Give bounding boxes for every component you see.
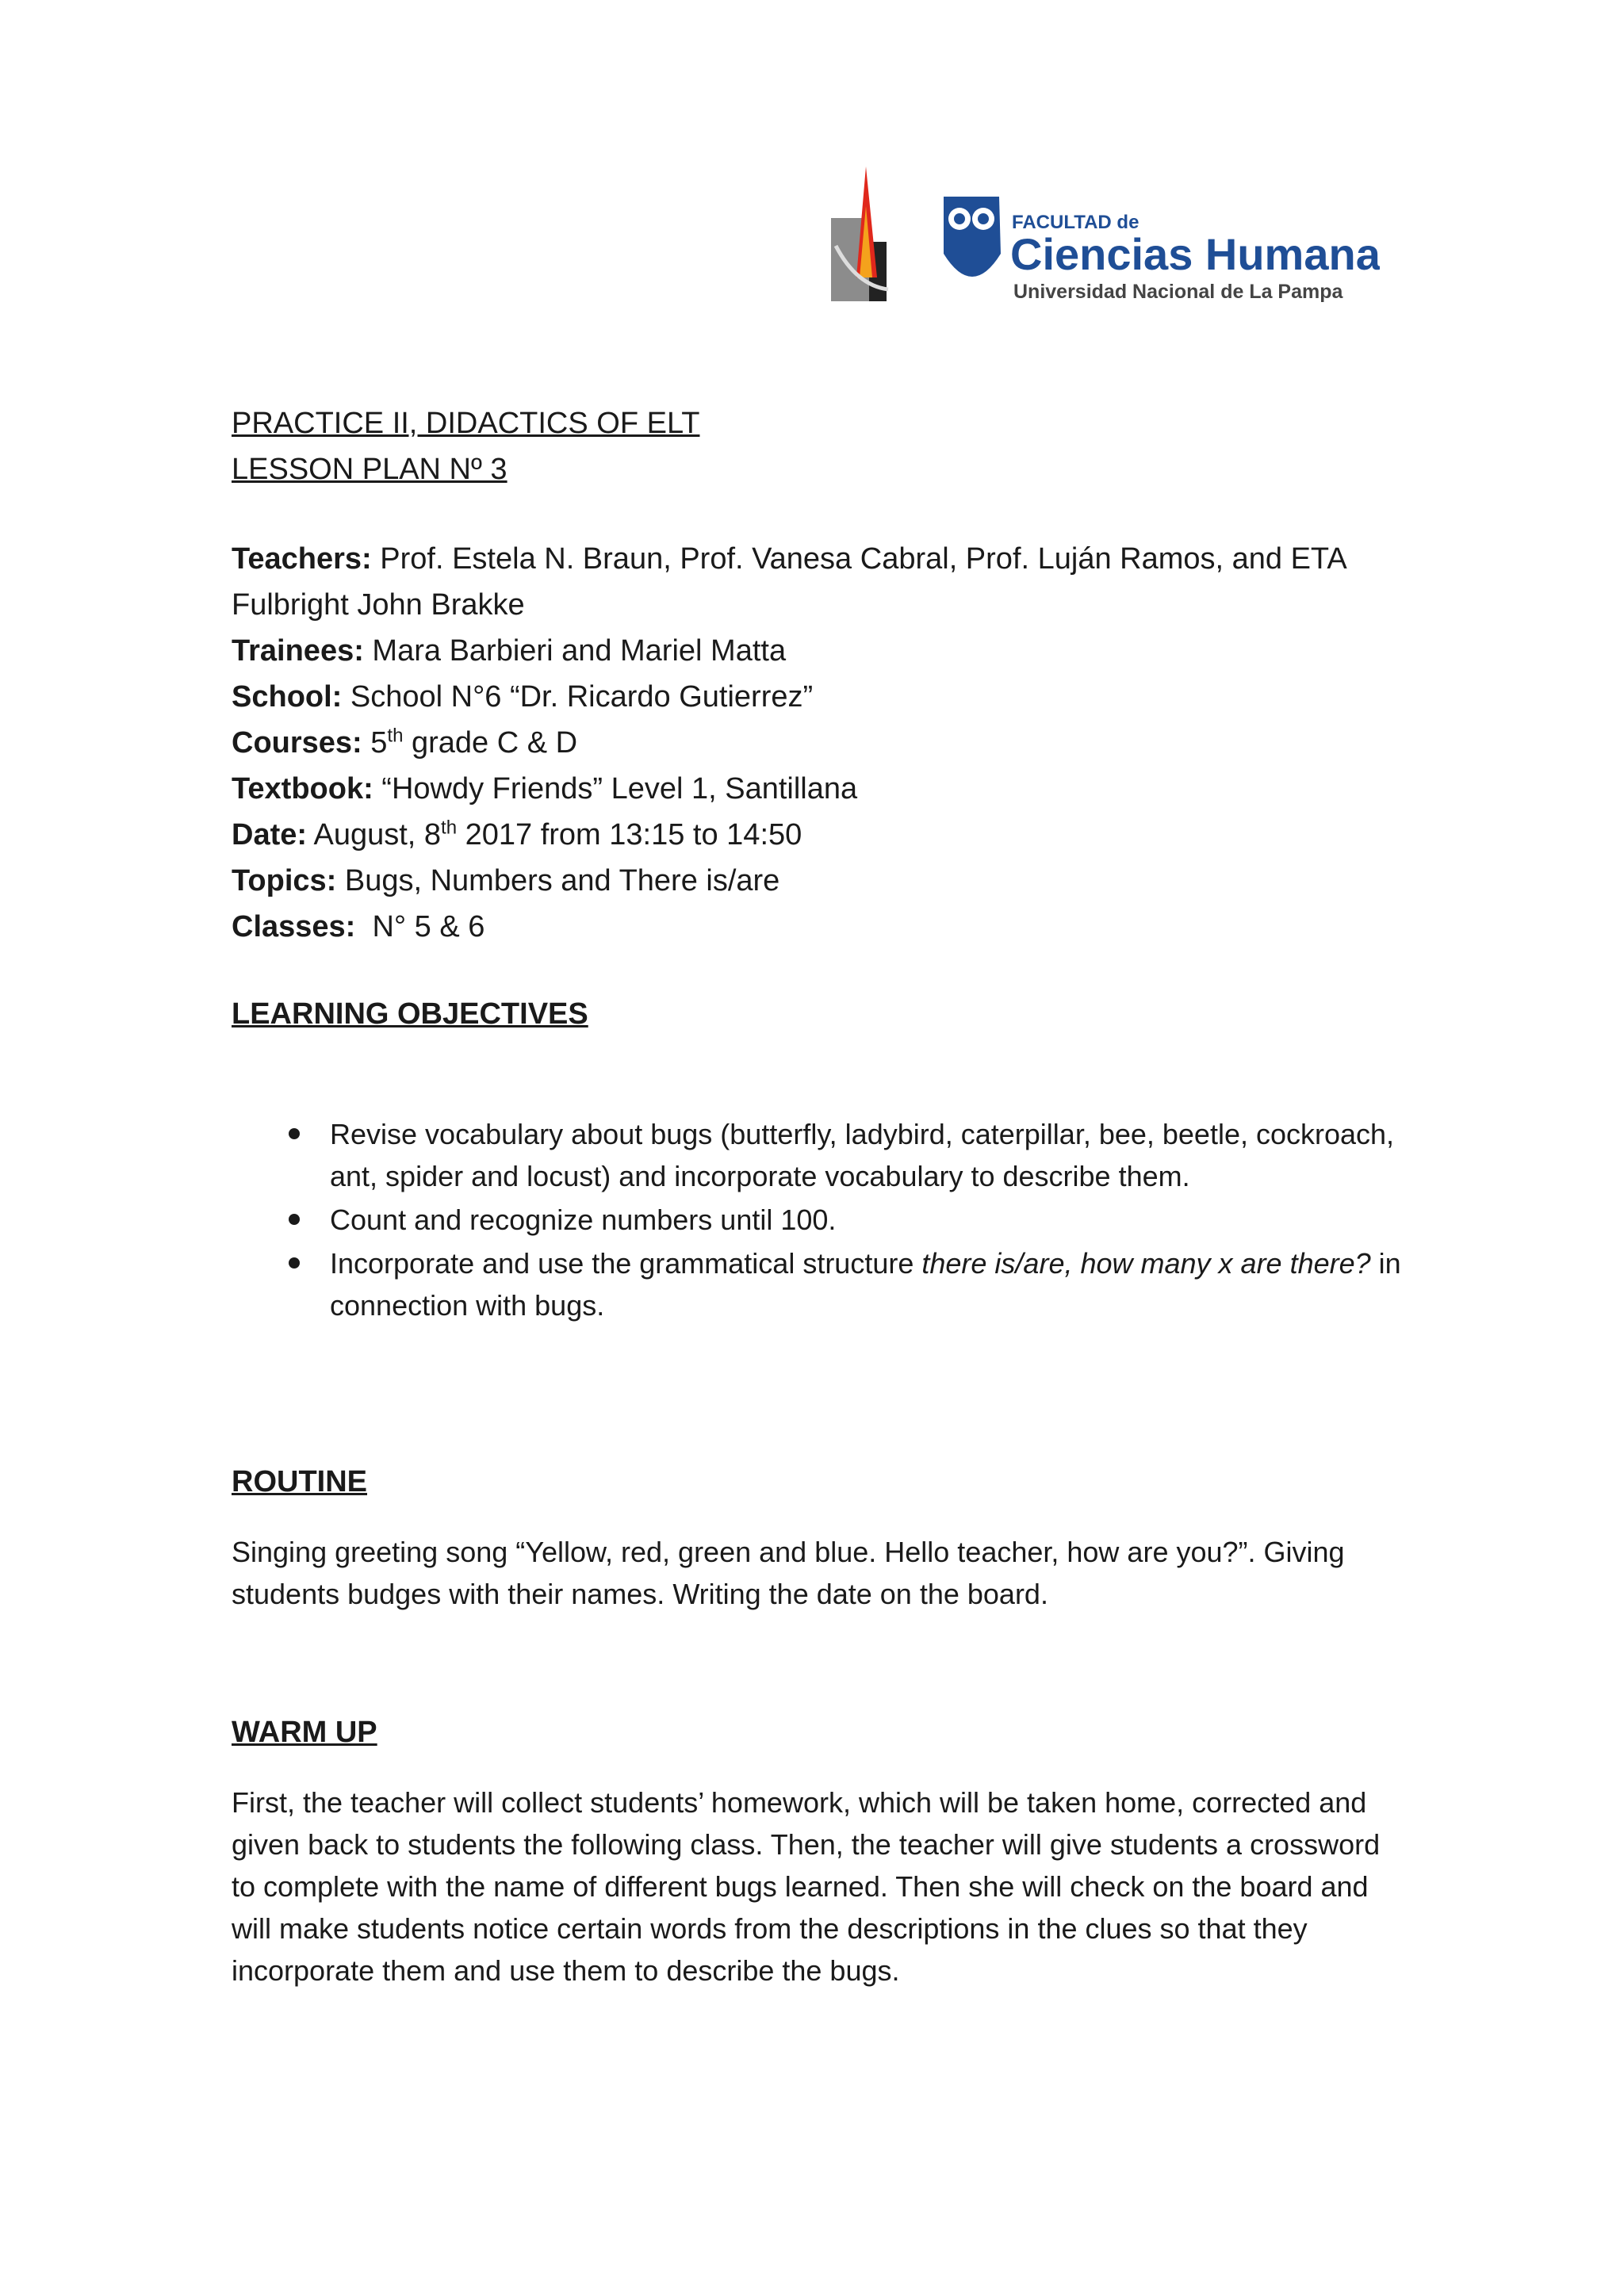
teachers-value: Prof. Estela N. Braun, Prof. Vanesa Cabral, Prof. Luján Ramos, and ETA	[371, 542, 1347, 576]
school-row	[232, 674, 1405, 720]
objectives-list	[232, 1113, 1405, 1326]
trainees-label: Trainees:	[232, 634, 364, 668]
owl-icon	[944, 197, 1001, 277]
faculty-logo	[825, 159, 1380, 317]
date-sup: th	[441, 817, 458, 839]
teachers-row	[232, 536, 1405, 582]
textbook-label: Textbook:	[232, 772, 373, 806]
bullet-icon	[289, 1128, 300, 1139]
lesson-info	[232, 536, 1405, 950]
objectives-heading: LEARNING OBJECTIVES	[232, 997, 588, 1031]
objectives-section	[232, 997, 1405, 1031]
routine-heading: ROUTINE	[232, 1465, 367, 1498]
list-item	[232, 1242, 1405, 1326]
school-label: School:	[232, 680, 343, 714]
courses-row	[232, 720, 1405, 766]
topics-value: Bugs, Numbers and There is/are	[336, 864, 780, 897]
courses-rest: grade C & D	[403, 726, 578, 760]
objective-text-pre: Incorporate and use the grammatical structure	[330, 1247, 922, 1280]
logo-faculty-small: FACULTAD de	[1012, 212, 1139, 233]
routine-section	[232, 1465, 1405, 1615]
date-rest: 2017 from 13:15 to 14:50	[457, 818, 802, 851]
courses-num: 5	[362, 726, 388, 760]
logo-university: Universidad Nacional de La Pampa	[1013, 281, 1343, 303]
topics-row	[232, 858, 1405, 904]
objective-text-post: in connection with bugs.	[330, 1247, 1401, 1322]
objective-text-italic: there is/are, how many x are there?	[921, 1247, 1371, 1280]
classes-row	[232, 904, 1405, 950]
routine-text: Singing greeting song “Yellow, red, green and blue. Hello teacher, how are you?”. Giving students budges with their names. Writing the date on the board.	[232, 1536, 1345, 1610]
school-value: School N°6 “Dr. Ricardo Gutierrez”	[342, 680, 814, 714]
lesson-plan-title: LESSON PLAN Nº 3	[232, 453, 508, 486]
trainees-value: Mara Barbieri and Mariel Matta	[363, 634, 787, 668]
teachers-value-cont: Fulbright John Brakke	[232, 588, 525, 622]
list-item	[232, 1199, 1405, 1241]
logo-faculty-name: Ciencias Humanas	[1010, 229, 1380, 279]
objective-text: Revise vocabulary about bugs (butterfly, ladybird, caterpillar, bee, beetle, cockroach, ant, spider and locust) and incorporate vocabulary to describe them.	[330, 1118, 1395, 1192]
document-header	[232, 400, 1405, 492]
date-row	[232, 812, 1405, 858]
textbook-row	[232, 766, 1405, 812]
warmup-text: First, the teacher will collect students’ homework, which will be taken home, corrected and given back to students the following class. Then, the teacher will give students a crossword to complete with the name of different bugs learned. Then she will check on the board and will make students notice certain words from the descriptions in the clues so that they incorporate them and use them to describe the bugs.	[232, 1786, 1381, 1987]
courses-sup: th	[387, 725, 404, 747]
bullet-icon	[289, 1257, 300, 1269]
list-item	[232, 1113, 1405, 1197]
courses-label: Courses:	[232, 726, 362, 760]
course-title: PRACTICE II, DIDACTICS OF ELT	[232, 407, 700, 440]
bullet-icon	[289, 1214, 300, 1225]
topics-label: Topics:	[232, 864, 337, 897]
classes-label: Classes:	[232, 910, 356, 943]
objectives-list-wrap	[232, 1113, 1405, 1328]
trainees-row	[232, 628, 1405, 674]
date-pre: August, 8	[307, 818, 442, 851]
objective-text: Count and recognize numbers until 100.	[330, 1203, 837, 1236]
torch-emblem-icon	[831, 166, 888, 301]
date-label: Date:	[232, 818, 308, 851]
textbook-value: “Howdy Friends” Level 1, Santillana	[373, 772, 858, 806]
classes-value: N° 5 & 6	[355, 910, 485, 943]
warmup-section	[232, 1716, 1405, 1992]
teachers-label: Teachers:	[232, 542, 372, 576]
warmup-heading: WARM UP	[232, 1716, 377, 1749]
